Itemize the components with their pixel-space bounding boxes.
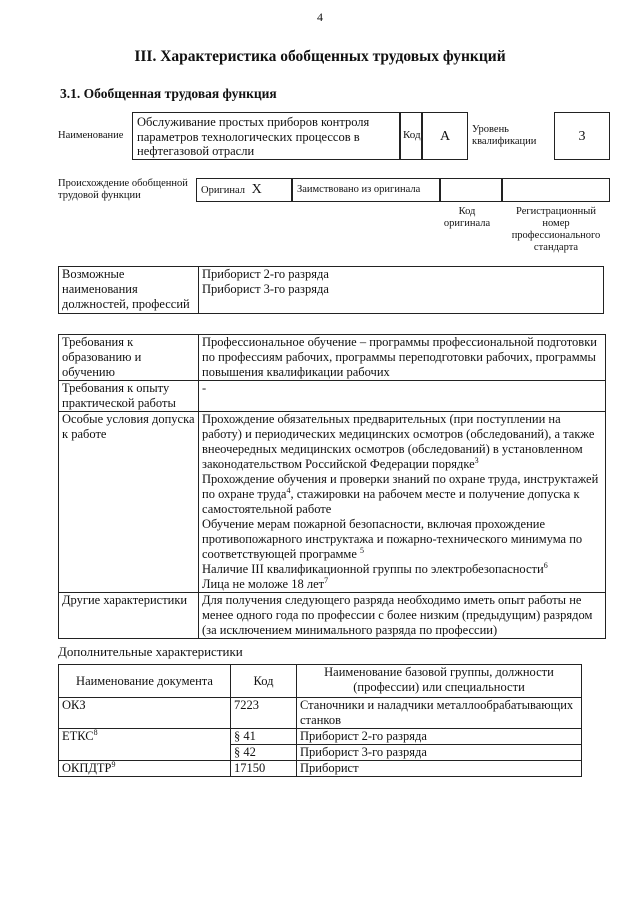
code-cell: § 41 <box>231 729 297 745</box>
admission-line: Наличие III квалификационной группы по электробезопасности$^6$ <box>202 560 548 576</box>
additional-table <box>58 664 582 777</box>
experience-value: - <box>199 381 606 412</box>
admission-line: Прохождение обязательных предварительных (при поступлении на работу) и периодических медицинских осмотров (обследований), а также внеочередных медицинских осмотров (обследований) в установленном законодательством Российской Федерации порядке$^3$ <box>202 412 595 471</box>
subsection-title: 3.1. Обобщенная трудовая функция <box>60 86 277 101</box>
origin-code-caption: Код оригинала <box>443 206 491 229</box>
admission-label: Особые условия допуска к работе <box>59 412 199 593</box>
origin-original-cell <box>196 178 292 202</box>
admission-value <box>199 412 606 593</box>
origin-code-cell <box>440 178 502 202</box>
footnote-ref: 4 <box>286 485 291 495</box>
origin-table <box>58 178 610 202</box>
section-title: III. Характеристика обобщенных трудовых функций <box>134 48 506 65</box>
origin-original-label: Оригинал <box>201 185 245 196</box>
qualification-level-value: 3 <box>554 112 610 160</box>
additional-title: Дополнительные характеристики <box>58 644 243 659</box>
origin-original-mark: X <box>251 182 262 197</box>
function-name-table <box>58 112 610 162</box>
origin-label: Происхождение обобщенной трудовой функции <box>58 178 188 201</box>
qualification-level-label: Уровень квалификации <box>472 124 537 147</box>
footnote-ref: 6 <box>543 560 548 570</box>
function-name-label: Наименование <box>58 130 124 141</box>
footnote-ref: 3 <box>474 455 479 465</box>
table-row <box>59 729 582 745</box>
positions-table <box>58 266 604 314</box>
doc-cell: ОКЗ <box>59 698 231 729</box>
requirements-table <box>58 334 606 639</box>
origin-reg-caption: Регистрационный номер профессионального стандарта <box>511 206 601 253</box>
name-cell: Станочники и наладчики металлообрабатывающих станков <box>297 698 582 729</box>
doc-cell: ЕТКС$^8$ <box>59 729 231 761</box>
positions-label: Возможные наименования должностей, профессий <box>59 267 199 314</box>
function-name-value: Обслуживание простых приборов контроля параметров технологических процессов в нефтегазовой отрасли <box>132 112 400 160</box>
code-cell: 7223 <box>231 698 297 729</box>
position-item: Приборист 3-го разряда <box>202 282 329 296</box>
education-label: Требования к образованию и обучению <box>59 335 199 381</box>
name-cell: Приборист 2-го разряда <box>297 729 582 745</box>
header-name: Наименование базовой группы, должности (профессии) или специальности <box>297 665 582 698</box>
admission-line: Прохождение обучения и проверки знаний по охране труда, инструктажей по охране труда$^4$, стажировки на рабочем месте и получение допуска к самостоятельной работе <box>202 472 599 516</box>
admission-line: Обучение мерам пожарной безопасности, включая прохождение противопожарного инструктажа и пожарно-технического минимума по соответствующей программе $^5$ <box>202 517 583 561</box>
code-cell: § 42 <box>231 745 297 761</box>
header-doc: Наименование документа <box>59 665 231 698</box>
footnote-ref: 7 <box>324 575 329 585</box>
header-code: Код <box>231 665 297 698</box>
table-row <box>59 761 582 777</box>
name-cell: Приборист <box>297 761 582 777</box>
position-item: Приборист 2-го разряда <box>202 267 329 281</box>
page-number: 4 <box>317 10 323 24</box>
origin-borrowed-label: Заимствовано из оригинала <box>292 178 440 202</box>
function-code-value: А <box>422 112 468 160</box>
other-label: Другие характеристики <box>59 593 199 639</box>
positions-values <box>199 267 604 314</box>
other-value: Для получения следующего разряда необходимо иметь опыт работы не менее одного года по профессии с более низким (предыдущим) разрядом (за исключением минимального разряда по профессии) <box>199 593 606 639</box>
name-cell: Приборист 3-го разряда <box>297 745 582 761</box>
admission-line: Лица не моложе 18 лет$^7$ <box>202 575 329 591</box>
education-value: Профессиональное обучение – программы профессиональной подготовки по профессиям рабочих, программы переподготовки рабочих, программы повышения квалификации рабочих <box>199 335 606 381</box>
footnote-ref: 5 <box>360 545 365 555</box>
doc-cell: ОКПДТР$^9$ <box>59 761 231 777</box>
experience-label: Требования к опыту практической работы <box>59 381 199 412</box>
origin-reg-cell <box>502 178 610 202</box>
function-code-label: Код <box>400 112 422 160</box>
table-row <box>59 698 582 729</box>
code-cell: 17150 <box>231 761 297 777</box>
